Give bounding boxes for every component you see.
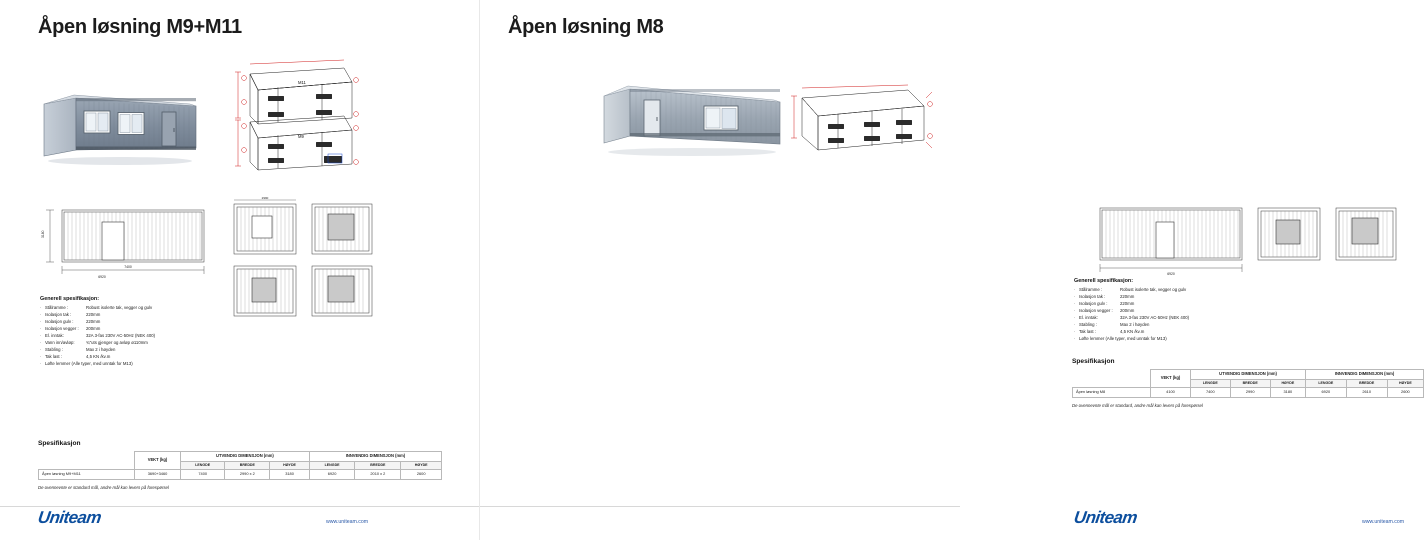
table-col-inner: INNVENDIG DIMENSJON (mm) [309, 452, 441, 462]
specification-table-block: Spesifikasjon VEKT (kg) UTVENDIG DIMENSJON (mm) INNVENDIG DIMENSJON (mm) LENGDE BREDDE HØYDE LENGDE BREDDE HØYDE Åpen løsning M9+M11 3690+3460 7400 2990 x 2 3180 6920 2010 x 2 2600 De ovennevnte er standard mål, andre mål kan levers på forespørsel [38, 440, 442, 490]
table-sub-out-width: BREDDE [225, 461, 270, 470]
general-specification: Generell spesifikasjon: · Stålramme : Robust isolerte tak, vegger og gulv · Isolasjon tak : 220mm · Isolasjon gulv : 220mm · Isolasjon vegger : 200mm · El. inntak: 32A 3-fas 230V AC-50Hz (NEK 400) · Vann inn/avløp: ¾"uts gjenger og avløp ø110mm · Stabling : Max 2 i høyden · Tak last : 4,5 KN /kv.m · Løfte lemmer (Alle typer, med unntak for M13) [40, 296, 230, 368]
table-sub-in-height: HØYDE [401, 461, 442, 470]
table-note: De ovennevnte er standard mål, andre mål kan levers på forespørsel [38, 484, 169, 490]
svg-text:7400: 7400 [124, 265, 132, 269]
table-sub-in-width: BREDDE [1346, 379, 1387, 388]
table-col-empty [39, 452, 135, 470]
spec-item: · Løfte lemmer (Alle typer, med unntak for M13) [1074, 335, 1167, 341]
spec-list [40, 305, 230, 368]
drawing-label-m11: M11 [298, 80, 306, 85]
specification-table [1072, 369, 1424, 398]
photo-window [118, 113, 144, 135]
slide-m9-m11 [0, 0, 480, 540]
plan-views-grid [228, 196, 378, 324]
plan-views-grid [1252, 200, 1402, 274]
table-sub-out-height: HØYDE [270, 461, 310, 470]
table-row: Åpen løsning M9+M11 3690+3460 7400 2990 x 2 3180 6920 2010 x 2 2600 [39, 470, 442, 479]
spec-item: · Isolasjon vegger : 200mm [1074, 307, 1135, 313]
table-sub-out-length: LENGDE [181, 461, 225, 470]
spec-item: · El. inntak: 32A 3-fas 230V AC-50Hz (NEK 400) [40, 332, 156, 338]
spec-list [1074, 287, 1274, 343]
footer-url[interactable]: www.uniteam.com [1362, 519, 1405, 525]
spec-item: · Isolasjon vegger : 200mm [40, 325, 101, 331]
spec-item: · Isolasjon gulv : 220mm [40, 318, 101, 324]
svg-text:3180: 3180 [41, 230, 45, 238]
brand-logo: Uniteam [36, 508, 103, 527]
isometric-drawing-m9-m11 [232, 58, 368, 174]
table-sub-out-height: HØYDE [1270, 379, 1305, 388]
module-photo [40, 78, 200, 170]
table-col-inner: INNVENDIG DIMENSJON (mm) [1306, 370, 1424, 380]
table-note: De ovennevnte mål er standard, andre mål kan levers på forespørsel [1072, 402, 1203, 408]
table-col-outer: UTVENDIG DIMENSJON (mm) [181, 452, 310, 462]
table-sub-in-length: LENGDE [309, 461, 355, 470]
spec-item: · Stålramme : Robust isolerte tak, vegger og gulv [40, 305, 153, 310]
footer-divider [0, 506, 479, 507]
spec-item: · Vann inn/avløp: ¾"uts gjenger og avløp ø110mm [40, 339, 148, 345]
page-title: Åpen løsning M8 [508, 16, 664, 38]
isometric-drawing-m8 [788, 84, 938, 158]
elevation-drawing [1078, 196, 1254, 280]
table-col-empty [1073, 370, 1151, 388]
spec-item: · Isolasjon tak : 220mm [40, 311, 101, 317]
table-sub-in-length: LENGDE [1306, 379, 1347, 388]
photo-window [704, 106, 738, 130]
spec-item: · El. inntak: 32A 3-fas 230V AC-50Hz (NEK 400) [1074, 314, 1190, 320]
elevation-drawing [40, 196, 216, 284]
table-col-outer: UTVENDIG DIMENSJON (mm) [1191, 370, 1306, 380]
photo-door [644, 100, 660, 136]
specification-table-block: Spesifikasjon VEKT (kg) UTVENDIG DIMENSJON (mm) INNVENDIG DIMENSJON (mm) LENGDE BREDDE HØYDE LENGDE BREDDE HØYDE Åpen løsning M8 4100 7400 2990 3180 6920 2610 2600 De ovennevnte mål er standard, andre mål kan levers på forespørsel [1072, 358, 1424, 408]
table-sub-out-length: LENGDE [1191, 379, 1231, 388]
spec-item: · Tak last : 4,5 KN /kv.m [1074, 328, 1145, 334]
module-photo [600, 72, 785, 162]
specification-table [38, 451, 442, 480]
table-sub-in-height: HØYDE [1387, 379, 1423, 388]
spec-item: · Isolasjon tak : 220mm [1074, 293, 1135, 299]
slide-m8 [480, 0, 1412, 540]
table-col-weight: VEKT (kg) [135, 452, 181, 470]
photo-window [84, 111, 110, 133]
page-title: Åpen løsning M9+M11 [38, 16, 242, 38]
table-row: Åpen løsning M8 4100 7400 2990 3180 6920 2610 2600 [1073, 388, 1424, 397]
spec-item: · Stabling : Max 2 i høyden [1074, 321, 1150, 327]
footer-url[interactable]: www.uniteam.com [326, 519, 369, 525]
brand-logo: Uniteam [1072, 508, 1139, 527]
svg-text:6920: 6920 [98, 275, 106, 279]
table-sub-in-width: BREDDE [355, 461, 401, 470]
general-specification: Generell spesifikasjon: · Stålramme : Robust isolerte tak, vegger og gulv · Isolasjon tak : 220mm · Isolasjon gulv : 220mm · Isolasjon vegger : 200mm · El. inntak: 32A 3-fas 230V AC-50Hz (NEK 400) · Stabling : Max 2 i høyden · Tak last : 4,5 KN /kv.m · Løfte lemmer (Alle typer, med unntak for M13) [1074, 278, 1274, 343]
svg-text:6920: 6920 [1167, 272, 1175, 276]
spec-item: · Stabling : Max 2 i høyden [40, 346, 116, 352]
drawing-label-m9: M9 [298, 134, 304, 139]
photo-door [162, 112, 176, 146]
table-col-weight: VEKT (kg) [1151, 370, 1191, 388]
spec-item: · Tak last : 4,5 KN /kv.m [40, 353, 111, 359]
footer-divider [480, 506, 960, 507]
svg-text:2990: 2990 [261, 196, 269, 200]
spec-item: · Isolasjon gulv : 220mm [1074, 300, 1135, 306]
spec-item: · Løfte lemmer (Alle typer, med unntak for M13) [40, 360, 133, 366]
table-sub-out-width: BREDDE [1230, 379, 1270, 388]
spec-item: · Stålramme : Robust isolerte tak, vegger og gulv [1074, 287, 1187, 292]
